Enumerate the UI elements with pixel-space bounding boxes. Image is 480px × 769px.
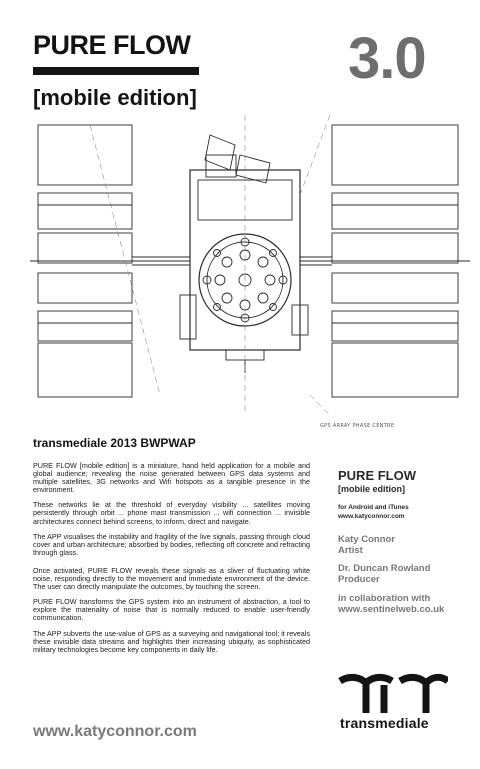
- platforms-text: for Android and iTunes: [338, 504, 409, 511]
- sidebar-subtitle: [mobile edition]: [338, 484, 405, 494]
- page-subtitle: [mobile edition]: [33, 85, 197, 110]
- version-number: 3.0: [348, 26, 426, 91]
- sidebar-website: www.katyconnor.com: [338, 512, 405, 520]
- producer-role: Producer: [338, 574, 380, 585]
- paragraph: The APP subverts the use-value of GPS as a surveying and navigational tool; it reveals these invisible data streams and highlights their increasing ubiquity, as sophisticated military technologies become key components in daily life.: [33, 628, 310, 654]
- diagram-caption: GPS ARRAY PHASE CENTRE: [320, 423, 395, 429]
- paragraph: The APP visualises the instability and fragility of the live signals, passing through cloud cover and urban architecture; absorbed by bodies, reflecting off concrete and refracting through glass.: [33, 531, 310, 557]
- transmediale-logo-icon: [338, 673, 448, 713]
- paragraph: These networks lie at the threshold of everyday visibility ... satellites moving persistently through orbit ... phone mast transmission ... wifi connection ... invisible architectures connect behind screens, to inform, direct and navigate.: [33, 500, 310, 526]
- paragraph: PURE FLOW [mobile edition] is a miniature, hand held application for a mobile and global audience; revealing the noise generated between GPS data systems and multiple satellites, 3G networks and Wifi hotspots as a tangible presence in the environment.: [33, 461, 310, 495]
- paragraph: Once activated, PURE FLOW reveals these signals as a sliver of fluctuating white noise, responding directly to the movement and immediate environment of the device. The user can directly manipulate the outcomes, by touching the screen.: [33, 565, 310, 592]
- credits-sidebar: [338, 468, 468, 615]
- page-title: PURE FLOW: [33, 30, 191, 60]
- artist-name: Katy Connor: [338, 534, 395, 545]
- artist-role: Artist: [338, 545, 363, 556]
- footer-website-link[interactable]: www.katyconnor.com: [33, 723, 197, 740]
- description-column: [33, 462, 310, 661]
- paragraph: PURE FLOW transforms the GPS system into an instrument of abstraction, a tool to explore the materiality of noise that is normally reduced to enable user-friendly communication.: [33, 597, 310, 623]
- satellite-diagram: [30, 115, 470, 415]
- sidebar-title: PURE FLOW: [338, 468, 416, 483]
- title-underline: [33, 67, 199, 75]
- event-heading: transmediale 2013 BWPWAP: [33, 436, 196, 450]
- logo-wordmark: transmediale: [340, 715, 429, 731]
- collaboration-website: www.sentinelweb.co.uk: [338, 604, 445, 615]
- collaboration-label: in collaboration with: [338, 593, 431, 604]
- producer-name: Dr. Duncan Rowland: [338, 563, 431, 574]
